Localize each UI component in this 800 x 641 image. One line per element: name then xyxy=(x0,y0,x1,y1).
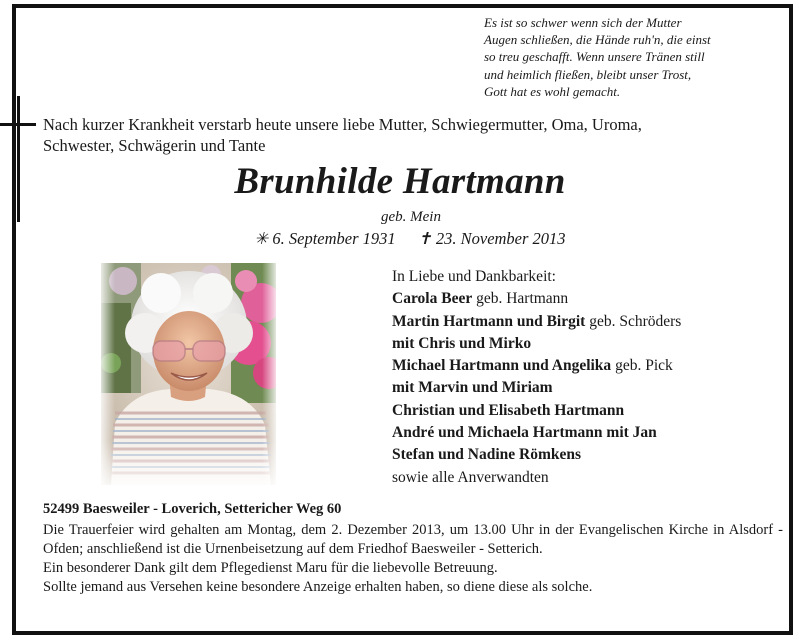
mourners-intro: In Liebe und Dankbarkeit: xyxy=(392,268,556,285)
mourner-entry xyxy=(392,422,782,444)
mourner-entry xyxy=(392,377,782,399)
family-address: 52499 Baesweiler - Loverich, Settericher Weg 60 xyxy=(43,501,342,517)
mourner-entry xyxy=(392,444,782,466)
mourner-name: Christian und Elisabeth Hartmann xyxy=(392,401,625,419)
announcement-line: Nach kurzer Krankheit verstarb heute unsere liebe Mutter, Schwiegermutter, Oma, Uroma, xyxy=(43,115,642,134)
life-dates xyxy=(0,229,800,249)
mourner-name: Carola Beer xyxy=(392,290,473,308)
poem-line: Gott hat es wohl gemacht. xyxy=(484,83,621,99)
portrait-photo xyxy=(101,263,276,485)
mourner-note: geb. Schröders xyxy=(585,312,682,330)
mourner-entry xyxy=(392,311,782,333)
death-announcement xyxy=(43,114,793,156)
cross-icon-vertical xyxy=(17,96,20,222)
mourner-note: geb. Hartmann xyxy=(472,290,569,308)
maiden-name: geb. Mein xyxy=(381,209,441,225)
birth-star-icon: ✳ xyxy=(254,229,269,248)
apology-notice: Sollte jemand aus Versehen keine besondere Anzeige erhalten haben, so diene diese als solche. xyxy=(43,579,593,595)
birth-date: 6. September 1931 xyxy=(272,229,396,248)
death-date: 23. November 2013 xyxy=(435,229,566,248)
notices xyxy=(43,521,783,597)
cross-icon-horizontal xyxy=(0,123,36,126)
mourner-entry xyxy=(392,355,782,377)
thanks-notice: Ein besonderer Dank gilt dem Pflegedienst Maru für die liebevolle Betreuung. xyxy=(43,560,498,576)
mourner-name: Martin Hartmann und Birgit xyxy=(392,312,586,330)
mourner-note: geb. Pick xyxy=(611,357,673,375)
mourners-list xyxy=(392,266,782,489)
announcement-line: Schwester, Schwägerin und Tante xyxy=(43,136,266,155)
memorial-poem xyxy=(484,14,780,100)
poem-line: so treu geschafft. Wenn unsere Tränen still xyxy=(484,49,705,65)
mourners-closing: sowie alle Anverwandten xyxy=(392,468,549,486)
poem-line: Es ist so schwer wenn sich der Mutter xyxy=(484,15,682,30)
mourner-name: Michael Hartmann und Angelika xyxy=(392,357,612,375)
mourner-name: Stefan und Nadine Römkens xyxy=(392,446,582,464)
poem-line: Augen schließen, die Hände ruh'n, die einst xyxy=(484,32,711,48)
mourner-entry xyxy=(392,288,782,310)
funeral-ceremony-notice: Die Trauerfeier wird gehalten am Montag, dem 2. Dezember 2013, um 13.00 Uhr in der Evangelischen Kirche in Alsdorf - Ofden; anschließend ist die Urnenbeisetzung auf dem Friedhof Baesweiler - Setterich. xyxy=(43,522,783,557)
mourner-name: mit Chris und Mirko xyxy=(392,334,532,352)
mourner-name: André und Michaela Hartmann mit Jan xyxy=(392,424,657,442)
mourner-entry xyxy=(392,400,782,422)
poem-line: und heimlich fließen, bleibt unser Trost, xyxy=(484,66,692,82)
mourner-name: mit Marvin und Miriam xyxy=(392,379,553,397)
mourner-entry xyxy=(392,333,782,355)
deceased-name: Brunhilde Hartmann xyxy=(234,161,566,202)
death-cross-icon: ✝ xyxy=(417,229,432,248)
